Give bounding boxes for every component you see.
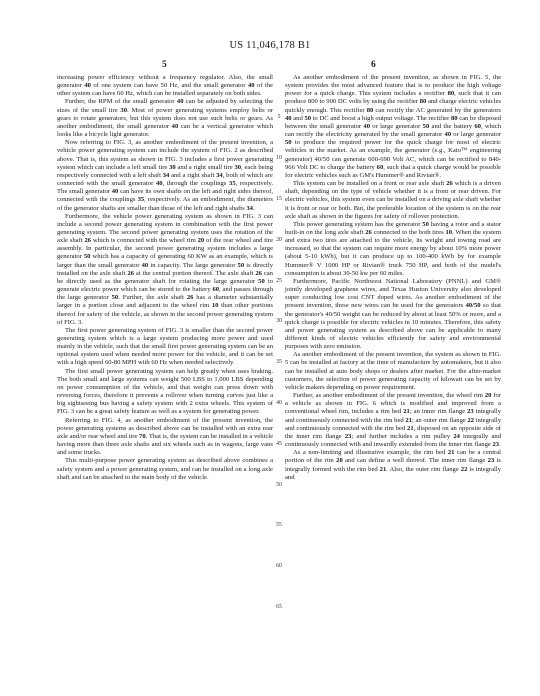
line-number: 25 [276, 278, 282, 284]
right-paragraph: This system can be installed on a front or rear axle shaft 26 which is a driven shaft, depending on the type of vehicle whether it is a front or rear driven. For electric vehicles, this system even can be installed on a driving axle shaft whether it is front or rear or both. But, the preferable location of the system is on the rear axle shaft as shown in the figures for safety of rollover protection. [285, 180, 501, 220]
left-paragraph: Further, the RPM of the small generator 40 can be adjusted by selecting the sizes of the small tire 30. Most of power generating systems employ belts or gears to rotate generators, but this system does not use such belts or gears. As another embodiment, the small generator 40 can be a vertical generator which looks like a bicycle light generator. [57, 98, 274, 139]
patent-header: US 11,046,178 B1 [229, 40, 311, 51]
left-paragraph: Referring to FIG. 4, as another embodiment of the present invention, the power generating systems as described above can be installed with an extra rear axle and/or rear wheel and tire 70. That is, the system can be installed in a vehicle having more than three axle shafts and six wheels such as in wagons, large vans and some trucks. [57, 416, 274, 457]
line-number: 40 [276, 400, 282, 406]
line-number: 30 [276, 318, 282, 324]
line-number: 10 [276, 155, 282, 161]
left-column [57, 74, 273, 482]
left-paragraph: increasing power efficiency without a frequency regulator. Also, the small generator 40 of one system can have 50 Hz, and the small generator 40 of the other system can have 60 Hz, which can be installed separately on both sides. [57, 74, 273, 98]
line-number: 50 [276, 482, 282, 488]
left-column-number: 5 [162, 60, 167, 70]
line-number: 55 [276, 522, 282, 528]
left-paragraph: The first small power generating system can help greatly when uses braking. The both small and large systems can weight 500 LBS to 1,000 LBS depending on power consumption of the vehicle, and that weight can press down with reversing forces, therefore it prevents a rollover when turning curves just like a big sightseeing bus having a safety system with 2 extra wheels. This system of FIG. 3 can be a great safety feature as well as a system for generating power. [57, 367, 273, 416]
left-paragraph: The first power generating system of FIG. 3 is smaller than the second power generating system which is a large system producing more power and used mainly in the vehicle, such that the small first power generating system can be an optional system used when needed more power for the vehicle, and it can be set with a high speed 60-80 MPH with 60 Hz when needed selectively. [57, 326, 273, 367]
left-paragraph: Now referring to FIG. 3, as another embodiment of the present invention, a vehicle power generating system can include the system of FIG. 2 as described above. That is, this system as shown in FIG. 3 includes a first power generating system which can include a left small tire 30 and a right small tire 30, each being respectively connected with a left shaft 34 and a right shaft 34, both of which are connected with the small generator 40, through the couplings 35, respectively. The small generator 40 can have its own shafts on the left and right sides thereof, connected with the couplings 35, respectively. As an embodiment, the diameters of the generator shafts are smaller than those of the left and right shafts 34. [57, 139, 274, 212]
line-number: 15 [276, 196, 282, 202]
right-column-number: 6 [371, 60, 376, 70]
line-number: 65 [276, 604, 282, 610]
line-number: 5 [277, 114, 281, 120]
right-paragraph: As another embodiment of the present invention, as shown in FIG. 5, the system provides the most advanced feature that is to produce the high voltage power for a quick charge. This system includes a rectifier 80, such that it can produce 800 to 900 DC volts by using the rectifier 80 and charge electric vehicles quickly enough. This rectifier 80 can rectify the AC generated by the generators 40 and 50 to DC and boost a high output voltage. The rectifier 80 can be disposed between the small generator 40 or large generator 50 and the battery 60, which can rectify the electricity generated by the small generator 40 or large generator 50 to produce the required power for the quick charge for most of electric vehicles in the market. As an example, the generator (e.g., Kato™ engineering generator) 40/50 can generate 600-690 Volt AC, which can be rectified to 840-966 Volt DC to charge the battery 60, such that a quick charge would be possible for electric vehicles such as GM's Hummer® and Rivian®. [285, 74, 502, 179]
right-paragraph: As another embodiment of the present invention, the system as shown in FIG. 5 can be installed at factory at the time of manufacture by automakers, but it also can be installed at auto body shops or dealers after market. For the after-market customers, the selection of power generating capacity of kilowatt can be set by vehicle makers depending on power requirement. [285, 351, 501, 391]
right-paragraph: Further, as another embodiment of the present invention, the wheel rim 20 for a vehicle as shown in FIG. 6 which is modified and improved from a conventional wheel rim, includes a rim bed 21; an inner rim flange 23 integrally and continuously connected with the rim bed 21; an outer rim flange 22 integrally and continuously connected with the rim bed 21, disposed on an opposite side of the inner rim flange 23; and further includes a rim pulley 24 integrally and continuously connected with and inwardly extended from the inner rim flange 23. [285, 392, 501, 449]
line-number: 20 [276, 237, 282, 243]
line-number: 60 [276, 563, 282, 569]
right-paragraph: As a non-limiting and illustrative example, the rim bed 21 can be a central portion of the rim 20 and can define a well thereof. The inner rim flange 23 is integrally formed with the rim bed 21. Also, the outer rim flange 22 is integrally and [285, 449, 502, 481]
right-paragraph: Furthermore, Pacific Northwest National Laboratory (PNNL) and GM® jointly developed graphene wires, and Texas Huston University also developed super conducting low cost CNT doped wires. As another embodiment of the present invention, these new wires can be used for the generators 40/50 so that the generator's 40/50 weight can be reduced by about at least 50% or more, and a quick charge is possible for electric vehicles in 10 minutes. Therefore, this safety and power generating system as described above can be applicable to many different kinds of electric vehicles efficiently for safety and environmental purposes with zero emission. [285, 277, 501, 351]
line-number: 35 [276, 359, 282, 365]
right-column [285, 74, 501, 482]
right-paragraph: This power generating system has the generator 50 having a rotor and a stator built-in on the long axle shaft 26 connected to the both tires 10. When the system and extra two tires are attached to the vehicle, its weight and towing road are increased, so that the system can require more energy by about 10% more power (about 5-10 kWh), but it can produce up to 100-400 kWh by for example Hummer® V 1000 HP or Rivian® truck 750 HP, and both of the model's consumption is about 30-50 kw per 60 miles. [285, 220, 501, 277]
line-number: 45 [276, 441, 282, 447]
left-paragraph: Furthermore, the vehicle power generating system as shown in FIG. 3 can include a second power generating system in combination with the first power generating system. The second power generating system uses the rotation of the axle shaft 26 which is connected with the wheel rim 20 of the rear wheel and tire assembly. In particular, the second power generating system includes a large generator 50 which has a capacity of generating 60 KW as an example, which is larger than the small generator 40 in capacity. The large generator 50 is directly installed on the axle shaft 26 at the central portion thereof. The axle shaft 26 can be directly used as the generator shaft for rotating the large generator 50 to generate electric power which can be stored to the battery 60, and passes through the large generator 50. Further, the axle shaft 26 has a diameter substantially larger in a portion close and adjacent to the wheel rim 10 than other portions thereof for safety of the vehicle, as shown in the second power generating system of FIG. 3. [57, 212, 274, 326]
left-paragraph: This multi-purpose power generating system as described above combines a safety system and a power generating system, and can be installed on a long axle shaft and can be attached to the main body of the vehicle. [57, 457, 273, 481]
